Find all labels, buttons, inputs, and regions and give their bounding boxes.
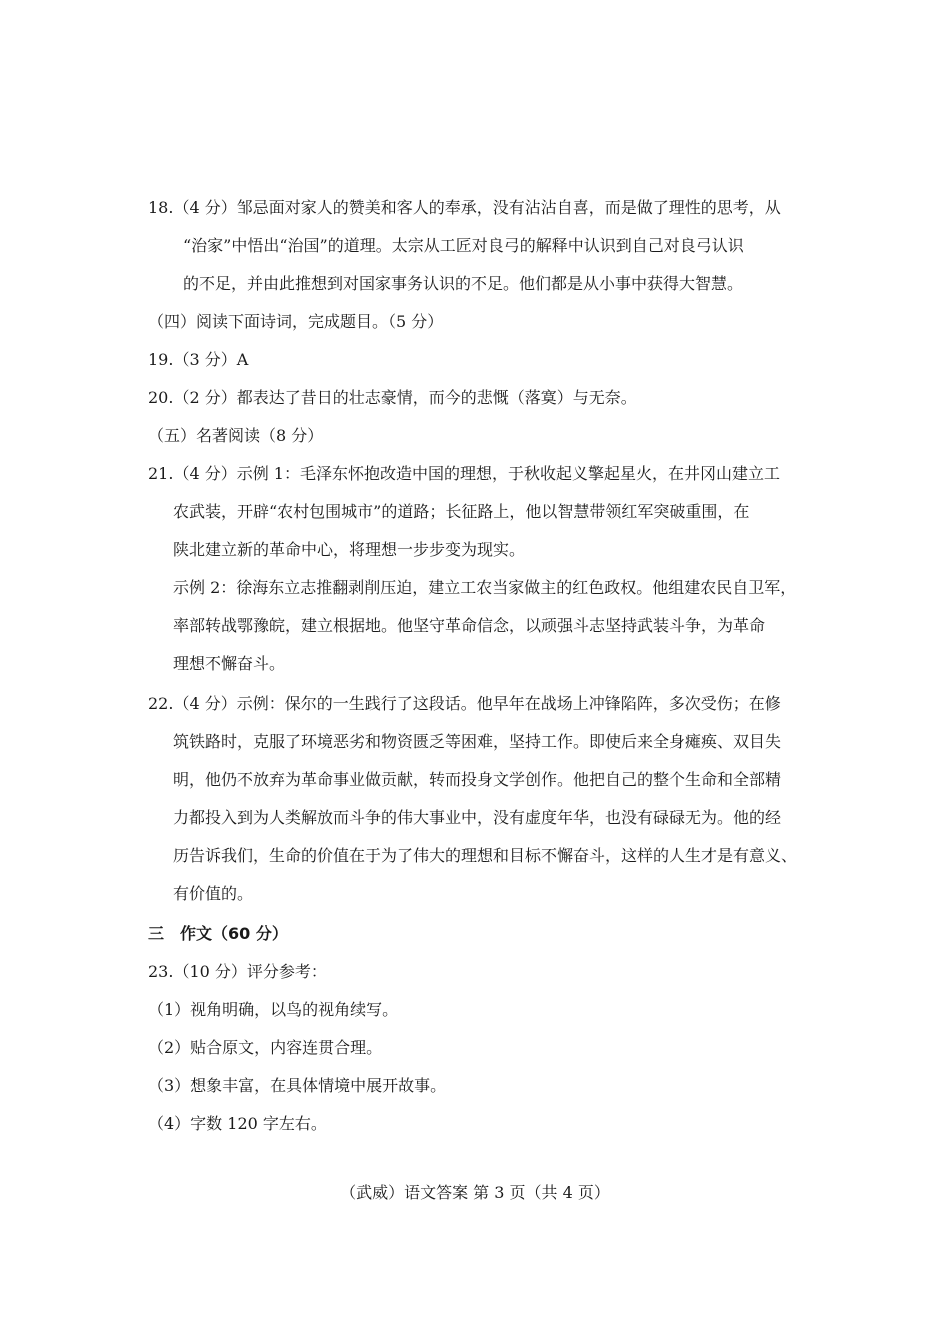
q18-line-3: 的不足，并由此推想到对国家事务认识的不足。他们都是从小事中获得大智慧。 — [183, 274, 744, 293]
q23-item-4: （4）字数 120 字左右。 — [148, 1114, 327, 1133]
q22-line-3: 明，他仍不放弃为革命事业做贡献，转而投身文学创作。他把自己的整个生命和全部精 — [173, 770, 782, 789]
section-5-heading: （五）名著阅读（8 分） — [148, 426, 324, 445]
q23-line-1: 23.（10 分）评分参考： — [148, 962, 327, 981]
q22-line-2: 筑铁路时，克服了环境恶劣和物资匮乏等困难，坚持工作。即使后来全身瘫痪、双目失 — [173, 732, 782, 751]
q21-line-5: 率部转战鄂豫皖，建立根据地。他坚守革命信念，以顽强斗志坚持武装斗争，为革命 — [173, 616, 766, 635]
q21-line-4: 示例 2：徐海东立志推翻剥削压迫，建立工农当家做主的红色政权。他组建农民自卫军， — [173, 578, 797, 597]
q23-item-3: （3）想象丰富，在具体情境中展开故事。 — [148, 1076, 447, 1095]
q22-line-1: 22.（4 分）示例：保尔的一生践行了这段话。他早年在战场上冲锋陷阵，多次受伤；在修 — [148, 694, 781, 713]
q21-line-6: 理想不懈奋斗。 — [173, 654, 286, 673]
q21-line-3: 陕北建立新的革命中心，将理想一步步变为现实。 — [173, 540, 526, 559]
q18-line-1: 18.（4 分）邹忌面对家人的赞美和客人的奉承，没有沾沾自喜，而是做了理性的思考，从 — [148, 198, 781, 217]
q21-line-2: 农武装，开辟“农村包围城市”的道路；长征路上，他以智慧带领红军突破重围，在 — [173, 502, 750, 521]
q21-line-1: 21.（4 分）示例 1：毛泽东怀抱改造中国的理想，于秋收起义擎起星火，在井冈山建立工 — [148, 464, 780, 483]
q20-answer: 20.（2 分）都表达了昔日的壮志豪情，而今的悲慨（落寞）与无奈。 — [148, 388, 637, 407]
page-footer: （武威）语文答案 第 3 页（共 4 页） — [340, 1183, 610, 1202]
q22-line-4: 力都投入到为人类解放而斗争的伟大事业中，没有虚度年华，也没有碌碌无为。他的经 — [173, 808, 782, 827]
q23-item-1: （1）视角明确，以鸟的视角续写。 — [148, 1000, 399, 1019]
section-3-heading: 三 作文（60 分） — [148, 924, 288, 943]
section-4-heading: （四）阅读下面诗词，完成题目。（5 分） — [148, 312, 444, 331]
q22-line-6: 有价值的。 — [173, 884, 254, 903]
q22-line-5: 历告诉我们，生命的价值在于为了伟大的理想和目标不懈奋斗，这样的人生才是有意义、 — [173, 846, 798, 865]
q19-answer: 19.（3 分）A — [148, 350, 249, 369]
q18-line-2: “治家”中悟出“治国”的道理。太宗从工匠对良弓的解释中认识到自己对良弓认识 — [183, 236, 744, 255]
q23-item-2: （2）贴合原文，内容连贯合理。 — [148, 1038, 383, 1057]
